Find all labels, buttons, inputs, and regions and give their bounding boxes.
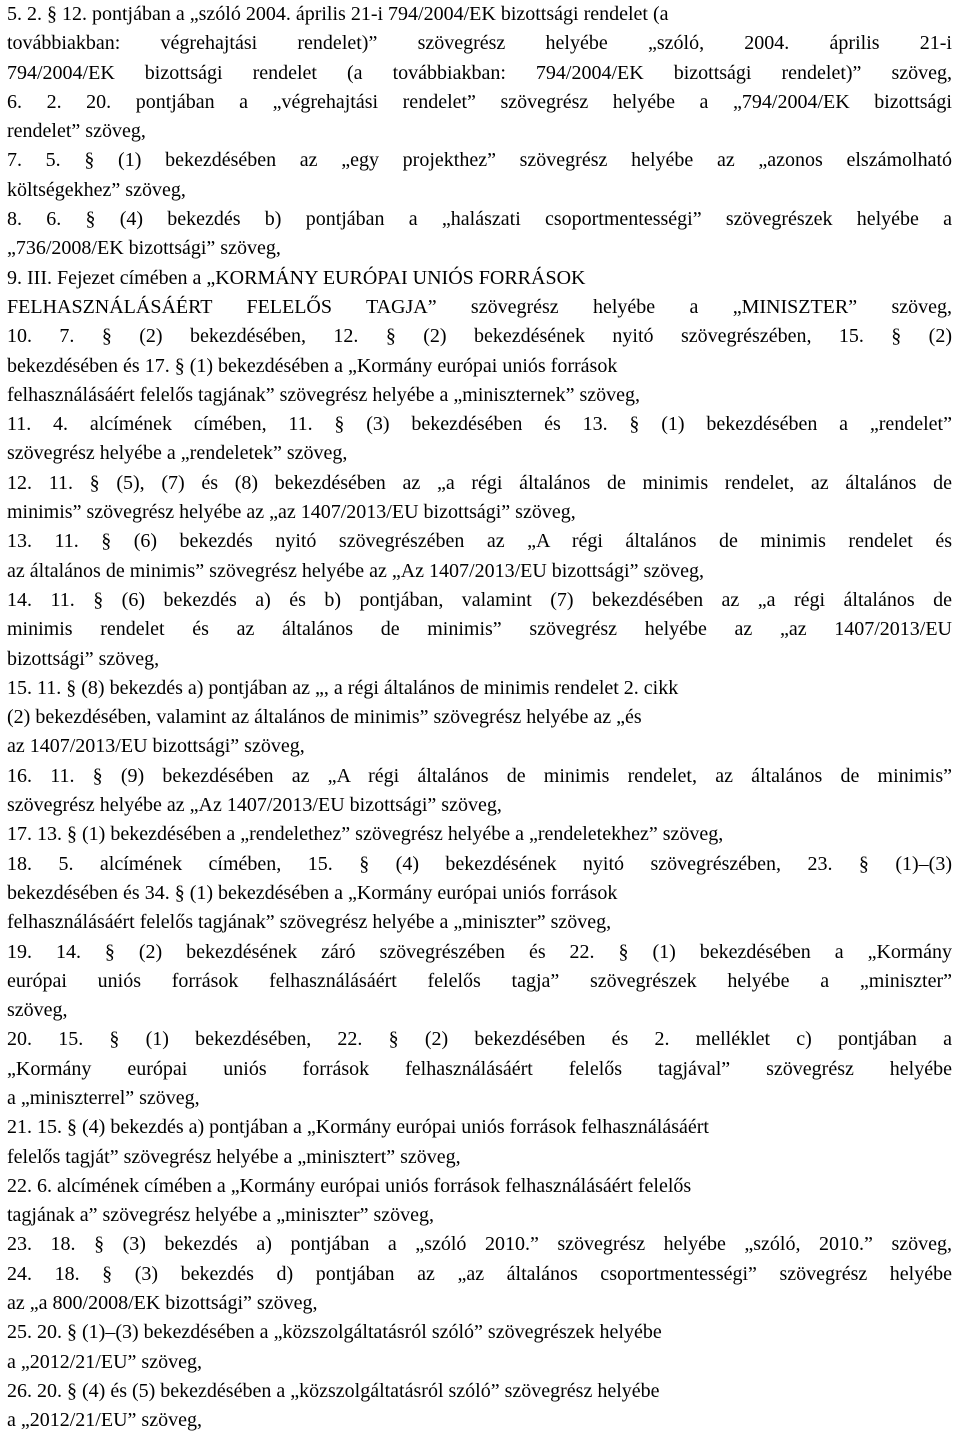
document-text-line: az általános de minimis” szövegrész helyébe az „Az 1407/2013/EU bizottsági” szöveg, [7,559,704,582]
document-text-line: az „a 800/2008/EK bizottsági” szöveg, [7,1292,318,1315]
document-text-line: 11. 4. alcímének címében, 11. § (3) bekezdésében és 13. § (1) bekezdésében a „rendelet” [7,413,952,436]
document-text-line: 6. 2. 20. pontjában a „végrehajtási rendelet” szövegrész helyébe a „794/2004/EK bizottsági [7,90,952,113]
document-text-line: szövegrész helyébe a „rendeletek” szöveg, [7,442,348,465]
document-text-line: minimis rendelet és az általános de minimis” szövegrész helyébe az „az 1407/2013/EU [7,618,952,641]
document-text-line: rendelet” szöveg, [7,120,146,143]
document-text-line: 26. 20. § (4) és (5) bekezdésében a „közszolgáltatásról szóló” szövegrész helyébe [7,1379,660,1402]
document-text-line: bekezdésében és 34. § (1) bekezdésében a „Kormány európai uniós források [7,881,618,904]
document-text-line: 5. 2. § 12. pontjában a „szóló 2004. április 21-i 794/2004/EK bizottsági rendelet (a [7,3,669,25]
document-text-line: 10. 7. § (2) bekezdésében, 12. § (2) bekezdésének nyitó szövegrészében, 15. § (2) [7,325,952,348]
document-text-line: felelős tagját” szövegrész helyébe a „minisztert” szöveg, [7,1145,461,1168]
document-text-line: tagjának a” szövegrész helyébe a „miniszter” szöveg, [7,1204,435,1227]
document-text-line: 19. 14. § (2) bekezdésének záró szövegrészében és 22. § (1) bekezdésében a „Kormány [7,940,952,963]
document-text-line: 18. 5. alcímének címében, 15. § (4) bekezdésének nyitó szövegrészében, 23. § (1)–(3) [7,852,952,875]
document-text-line: 24. 18. § (3) bekezdés d) pontjában az „az általános csoportmentességi” szövegrész helyébe [7,1262,952,1285]
document-text-line: „736/2008/EK bizottsági” szöveg, [7,237,281,260]
document-text-line: a „2012/21/EU” szöveg, [7,1350,202,1373]
document-text-line: FELHASZNÁLÁSÁÉRT FELELŐS TAGJA” szövegrész helyébe a „MINISZTER” szöveg, [7,295,952,318]
document-text-line: 8. 6. § (4) bekezdés b) pontjában a „halászati csoportmentességi” szövegrészek helyébe a [7,208,952,231]
document-text-line: „Kormány európai uniós források felhasználásáért felelős tagjával” szövegrész helyébe [7,1057,952,1080]
document-text-line: 14. 11. § (6) bekezdés a) és b) pontjában, valamint (7) bekezdésében az „a régi általános de [7,588,952,611]
document-text-line: szövegrész helyébe az „Az 1407/2013/EU bizottsági” szöveg, [7,794,502,817]
document-text-line: felhasználásáért felelős tagjának” szövegrész helyébe a „miniszternek” szöveg, [7,383,641,406]
document-text-line: 25. 20. § (1)–(3) bekezdésében a „közszolgáltatásról szóló” szövegrészek helyébe [7,1321,662,1344]
document-text-line: 12. 11. § (5), (7) és (8) bekezdésében az „a régi általános de minimis rendelet, az általános de [7,471,952,494]
document-text-line: 17. 13. § (1) bekezdésében a „rendelethez” szövegrész helyébe a „rendeletekhez” szöveg, [7,823,724,846]
document-text-line: 9. III. Fejezet címében a „KORMÁNY EURÓPAI UNIÓS FORRÁSOK [7,266,586,289]
document-text-line: költségekhez” szöveg, [7,178,186,201]
document-text-line: a „miniszterrel” szöveg, [7,1086,200,1109]
document-text-line: 22. 6. alcímének címében a „Kormány európai uniós források felhasználásáért felelős [7,1174,692,1197]
document-text-line: 15. 11. § (8) bekezdés a) pontjában az „, a régi általános de minimis rendelet 2. cikk [7,676,679,699]
document-text-line: 13. 11. § (6) bekezdés nyitó szövegrészében az „A régi általános de minimis rendelet és [7,530,952,553]
document-text-line: 20. 15. § (1) bekezdésében, 22. § (2) bekezdésében és 2. melléklet c) pontjában a [7,1028,952,1051]
document-text-line: európai uniós források felhasználásáért felelős tagja” szövegrészek helyébe a „miniszter” [7,969,952,992]
document-text-line: 7. 5. § (1) bekezdésében az „egy projekthez” szövegrész helyébe az „azonos elszámolható [7,149,952,172]
document-text-line: bizottsági” szöveg, [7,647,160,670]
document-text-line: a „2012/21/EU” szöveg, [7,1409,202,1432]
document-text-line: bekezdésében és 17. § (1) bekezdésében a „Kormány európai uniós források [7,354,618,377]
document-text-line: 21. 15. § (4) bekezdés a) pontjában a „Kormány európai uniós források felhasználásáért [7,1116,709,1139]
document-text-line: az 1407/2013/EU bizottsági” szöveg, [7,735,305,758]
document-text-line: 16. 11. § (9) bekezdésében az „A régi általános de minimis rendelet, az általános de minimis” [7,764,952,787]
document-text-line: 794/2004/EK bizottsági rendelet (a továbbiakban: 794/2004/EK bizottsági rendelet)” szöveg, [7,61,952,84]
document-text-line: (2) bekezdésében, valamint az általános de minimis” szövegrész helyébe az „és [7,706,642,729]
document-text-line: szöveg, [7,999,68,1022]
document-text-line: minimis” szövegrész helyébe az „az 1407/2013/EU bizottsági” szöveg, [7,501,576,524]
document-text-line: felhasználásáért felelős tagjának” szövegrész helyébe a „miniszter” szöveg, [7,911,612,934]
document-text-line: 23. 18. § (3) bekezdés a) pontjában a „szóló 2010.” szövegrész helyébe „szóló, 2010.” szöveg, [7,1233,952,1256]
document-text-line: továbbiakban: végrehajtási rendelet)” szövegrész helyébe „szóló, 2004. április 21-i [7,32,952,55]
